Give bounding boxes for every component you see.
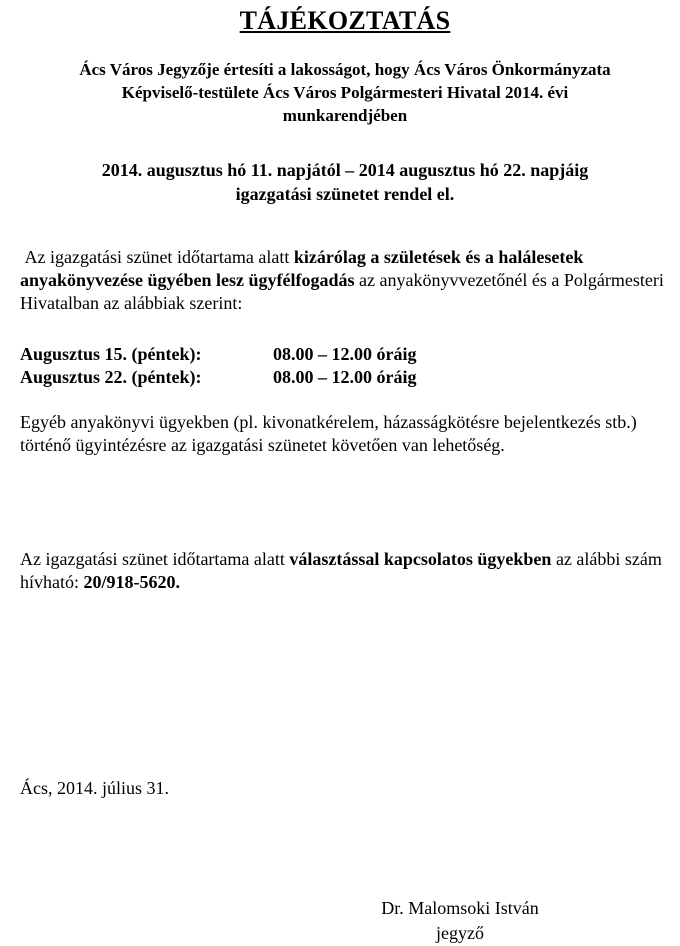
election-paragraph — [20, 548, 670, 594]
signature-block — [340, 896, 580, 946]
hours-time: 08.00 – 12.00 óráig — [273, 344, 417, 364]
intro-paragraph — [20, 58, 670, 127]
reception-paragraph — [20, 246, 670, 315]
reception-highlight: kizárólag a születések és a halálesetek anyakönyvezése ügyében lesz ügyfélfogadás — [20, 247, 584, 290]
signatory-name: Dr. Malomsoki István — [381, 898, 539, 918]
dateline: Ács, 2014. július 31. — [20, 778, 170, 798]
intro-line: munkarendjében — [282, 106, 408, 125]
hours-day: Augusztus 22. (péntek): — [20, 367, 202, 387]
intro-line: Képviselő-testülete Ács Város Polgármesteri Hivatal 2014. évi — [121, 83, 569, 102]
intro-line: Ács Város Jegyzője értesíti a lakosságot, hogy Ács Város Önkormányzata — [79, 60, 611, 79]
period-line: igazgatási szünetet rendel el. — [235, 184, 455, 204]
election-text: Az igazgatási szünet időtartama alatt — [20, 549, 290, 569]
reception-text: Az igazgatási szünet időtartama alatt — [20, 247, 294, 267]
election-text-mid: az alábbi szám hívható: — [20, 549, 662, 592]
other-matters-paragraph: Egyéb anyakönyvi ügyekben (pl. kivonatkérelem, házasságkötésre bejelentkezés stb.) történő ügyintézésre az igazgatási szünetet követően van lehetőség. — [20, 412, 637, 455]
document-title: TÁJÉKOZTATÁS — [239, 6, 451, 35]
reception-hours — [20, 343, 417, 389]
election-highlight: választással kapcsolatos ügyekben — [289, 549, 552, 569]
reception-text-end: az anyakönyvvezetőnél és a Polgármesteri Hivatalban az alábbiak szerint: — [20, 270, 664, 313]
period-line: 2014. augusztus hó 11. napjától – 2014 augusztus hó 22. napjáig — [101, 160, 589, 180]
hours-time: 08.00 – 12.00 óráig — [273, 367, 417, 387]
hours-row — [20, 343, 417, 366]
closure-period — [20, 158, 670, 206]
hours-row — [20, 366, 417, 389]
phone-number: 20/918-5620. — [83, 572, 180, 592]
hours-day: Augusztus 15. (péntek): — [20, 344, 202, 364]
signatory-role: jegyző — [436, 923, 484, 943]
